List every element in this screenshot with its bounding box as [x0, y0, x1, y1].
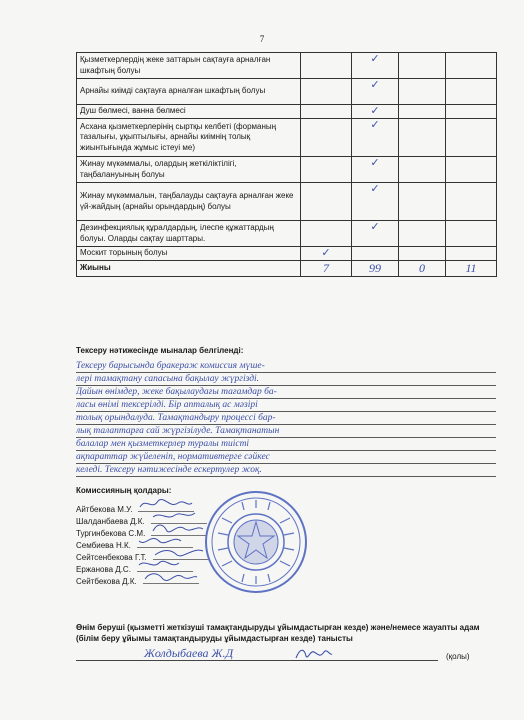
table-row: [77, 247, 497, 261]
producer-signature-row: [76, 648, 496, 662]
member-name: Сембиева Н.К.: [76, 541, 131, 550]
empty-cell: [446, 53, 497, 79]
total-value: 11: [446, 261, 497, 277]
member-name: Тургинбекова С.М.: [76, 529, 146, 538]
empty-cell: [446, 183, 497, 221]
producer-signature: [294, 646, 334, 662]
findings-line: Дайын өнімдер, жеке бақылаудағы тағамдар ба-: [76, 386, 496, 399]
commission-member: [76, 575, 209, 587]
findings-line: Тексеру барысында бракераж комиссия мүше-: [76, 360, 496, 373]
signature-caption: (қолы): [446, 652, 470, 661]
empty-cell: [446, 79, 497, 105]
checkmark-icon: ✓: [301, 247, 352, 261]
findings-line: лық талаптарға сай жүргізілуде. Тамақтанатын: [76, 425, 496, 438]
total-value: 99: [352, 261, 399, 277]
checkmark-icon: ✓: [352, 221, 399, 247]
row-label: Москит торының болуы: [77, 247, 301, 261]
row-label: Жинау мүкәммалы, олардың жеткіліктілігі, таңбалануының болуы: [77, 157, 301, 183]
checkmark-icon: ✓: [352, 79, 399, 105]
page-number: 7: [259, 34, 265, 44]
empty-cell: [301, 183, 352, 221]
table-row: [77, 183, 497, 221]
checklist-table: [76, 52, 497, 277]
producer-handwritten-name: Жолдыбаева Ж.Д: [144, 646, 234, 660]
empty-cell: [399, 79, 446, 105]
checkmark-icon: ✓: [352, 183, 399, 221]
findings-line: келеді. Тексеру нәтижесінде ескертулер жоқ.: [76, 464, 496, 477]
checkmark-icon: ✓: [352, 105, 399, 119]
signature-underline: [76, 660, 438, 661]
empty-cell: [446, 247, 497, 261]
row-label: Асхана қызметкерлерінің сыртқы келбеті (форманың тазалығы, ұқыптылығы, арнайы киімнің толық жиынтығында жұмыс істеуі ме): [77, 119, 301, 157]
empty-cell: [301, 79, 352, 105]
row-label: Жинау мүкәммалын, таңбалауды сақтауға арналған жеке үй-жайдың (арнайы орындардың) болуы: [77, 183, 301, 221]
empty-cell: [301, 53, 352, 79]
table-row: [77, 53, 497, 79]
table-row: [77, 105, 497, 119]
member-name: Шалданбаева Д.К.: [76, 517, 145, 526]
table-row: [77, 79, 497, 105]
official-stamp: [202, 488, 310, 596]
empty-cell: [399, 157, 446, 183]
table-row: [77, 119, 497, 157]
member-name: Сейтбекова Д.К.: [76, 577, 137, 586]
findings-line: ласы өнімі тексерілді. Бір апталық ас мәзірі: [76, 399, 496, 412]
member-signature: [143, 575, 199, 584]
total-value: 0: [399, 261, 446, 277]
empty-cell: [399, 221, 446, 247]
producer-acknowledgment: Өнім беруші (қызметті жеткізуші тамақтандыруды ұйымдастырған кезде) және/немесе жауапты адам (білім беру ұйымы тамақтандыруды ұйымдастырған кезде) танысты: [76, 623, 480, 643]
empty-cell: [446, 119, 497, 157]
total-label: Жиыны: [77, 261, 301, 277]
empty-cell: [301, 221, 352, 247]
commission-heading: Комиссияның қолдары:: [76, 486, 172, 495]
member-name: Айтбекова М.У.: [76, 505, 133, 514]
empty-cell: [301, 157, 352, 183]
findings-handwritten: [76, 360, 496, 477]
empty-cell: [446, 157, 497, 183]
findings-line: толық орындалуда. Тамақтандыру процессі бар-: [76, 412, 496, 425]
row-label: Қызметкерлердің жеке заттарын сақтауға арналған шкафтың болуы: [77, 53, 301, 79]
empty-cell: [399, 183, 446, 221]
member-name: Сейтсенбекова Г.Т.: [76, 553, 147, 562]
table-row: [77, 157, 497, 183]
empty-cell: [446, 221, 497, 247]
checkmark-icon: ✓: [352, 157, 399, 183]
empty-cell: [399, 53, 446, 79]
empty-cell: [399, 105, 446, 119]
total-value: 7: [301, 261, 352, 277]
findings-line: ақпараттар жүйеленіп, нормативтерге сәйкес: [76, 451, 496, 464]
checkmark-icon: ✓: [352, 119, 399, 157]
empty-cell: [446, 105, 497, 119]
empty-cell: [399, 247, 446, 261]
table-row: [77, 221, 497, 247]
empty-cell: [301, 105, 352, 119]
commission-members: [76, 503, 209, 587]
row-label: Дезинфекциялық құралдардың, ілеспе құжаттардың болуы. Оларды сақтау шарттары.: [77, 221, 301, 247]
row-label: Арнайы киімді сақтауға арналған шкафтың болуы: [77, 79, 301, 105]
row-label: Душ бөлмесі, ванна бөлмесі: [77, 105, 301, 119]
empty-cell: [399, 119, 446, 157]
empty-cell: [301, 119, 352, 157]
total-row: [77, 261, 497, 277]
checkmark-icon: ✓: [352, 53, 399, 79]
empty-cell: [352, 247, 399, 261]
findings-heading: Тексеру нәтижесінде мыналар белгіленді:: [76, 346, 244, 355]
findings-line: балалар мен қызметкерлер туралы тиісті: [76, 438, 496, 451]
member-name: Ержанова Д.С.: [76, 565, 131, 574]
findings-line: лері тамақтану сапасына бақылау жүргізді.: [76, 373, 496, 386]
